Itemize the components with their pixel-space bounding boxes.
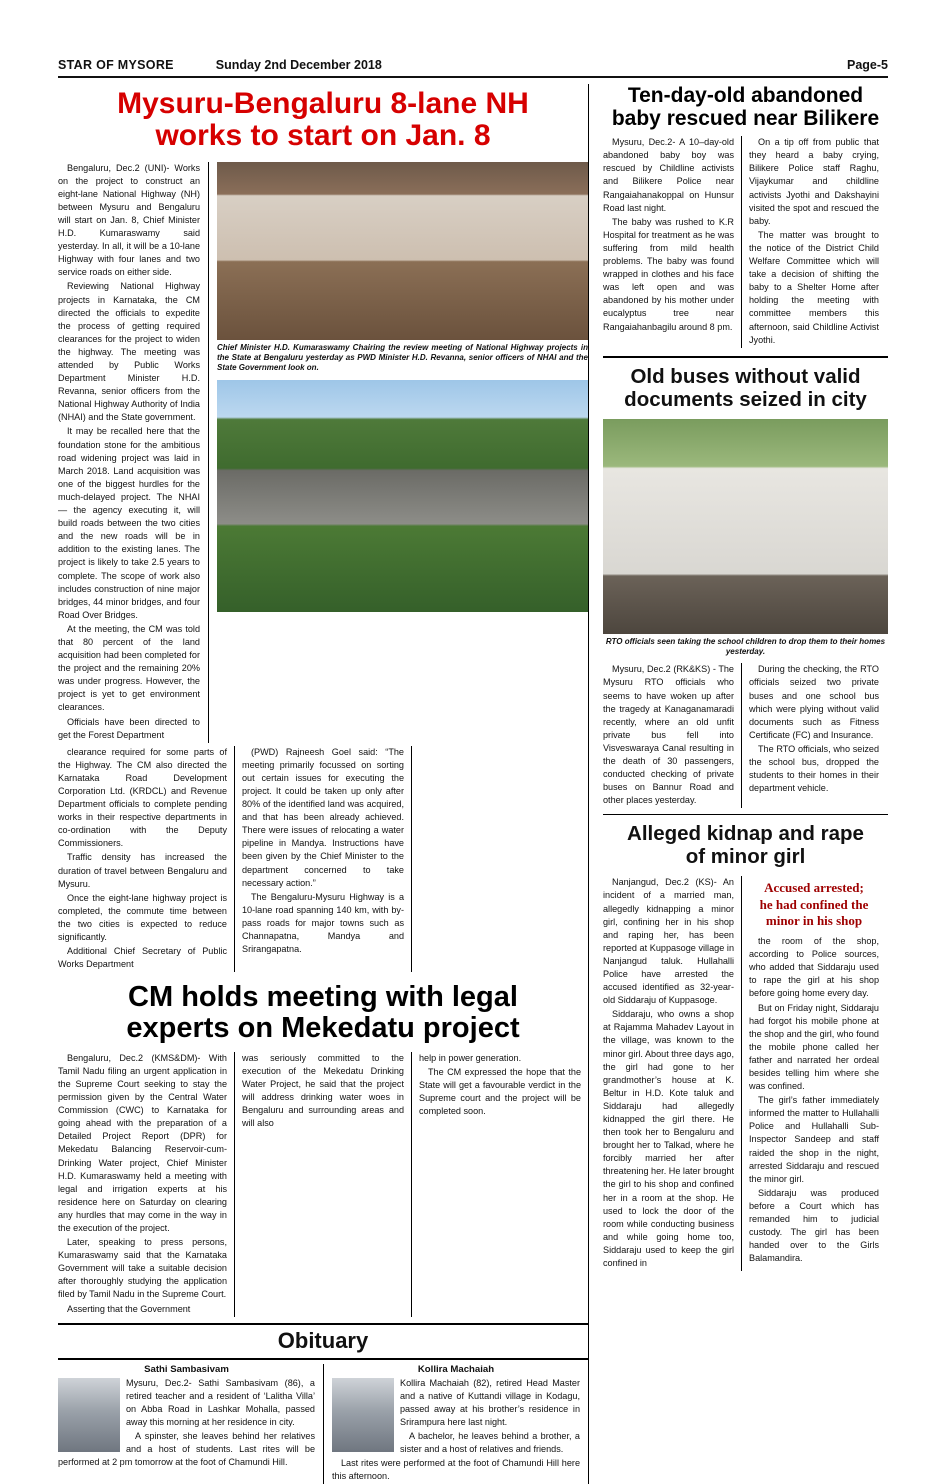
photo-highway <box>217 380 588 612</box>
obituary-entry <box>58 1364 323 1484</box>
paragraph: It may be recalled here that the foundation stone for the ambitious road widening project was laid in March 2018. Land acquisition was one of the biggest hurdles for the much-delayed project. The NHAI — the agency executing it, will build roads between the two cities and the new roads will be in addition to the existing lanes. The project is likely to take 2.5 years to complete. The scope of work also includes construction of nine major bridges, 44 minor bridges, and four Road Over Bridges. <box>58 426 200 620</box>
headline-baby-line2: baby rescued near Bilikere <box>611 107 880 131</box>
deck-line1: Accused arrested; <box>764 880 864 896</box>
story-nh-media <box>208 162 588 743</box>
headline-nh <box>58 88 588 152</box>
paragraph: Bengaluru, Dec.2 (KMS&DM)- With Tamil Nadu filing an urgent application in the Supreme Court seeking to stay the permission given by the Central Water Commission (CWC) to Karnataka for going ahead with the preparation of a Detailed Project Report (DPR) for Mekedatu Balancing Reservoir-cum-Drinking Water project, Chief Minister H.D. Kumaraswamy held a meeting with legal and irrigation experts at his residence here on Saturday on clearing any hurdles that may come in the way in the execution of the project. <box>58 1052 227 1233</box>
left-zone <box>58 84 588 1484</box>
story-mekedatu-col3 <box>411 1052 588 1317</box>
story-kidnap-col2 <box>741 876 879 1271</box>
paragraph: The CM expressed the hope that the State will get a favourable verdict in the Supreme court and the project will be completed soon. <box>419 1066 581 1117</box>
story-buses-body <box>603 663 888 808</box>
story-nh-col1 <box>58 162 208 743</box>
story-kidnap-deck <box>749 876 879 935</box>
headline-kidnap <box>603 823 888 869</box>
obituary-section <box>58 1323 588 1484</box>
paragraph: Officials have been directed to get the Forest Department <box>58 716 200 740</box>
paragraph: Later, speaking to press persons, Kumaraswamy said that the Karnataka Government will take a suitable decision after thoroughly studying the application filed by Tamil Nadu in the Supreme Court. <box>58 1237 227 1300</box>
headline-mekedatu-line1: CM holds meeting with legal <box>128 981 518 1014</box>
paragraph: clearance required for some parts of the Highway. The CM also directed the Karnataka Road Development Corporation Ltd. (KRDCL) and Revenue Department officials to complete pending works in their respective departments in co-ordination with the Deputy Commissioners. <box>58 746 227 849</box>
paragraph: The girl’s father immediately informed the matter to Hullahalli Police and Hullahalli Sub-Inspector Sandeep and staff raided the shop in the night, arrested Siddaraju and rescued the minor girl. <box>749 1095 879 1184</box>
story-baby-col2 <box>741 136 879 348</box>
obituary-text <box>58 1377 315 1470</box>
headline-nh-line2: works to start on Jan. 8 <box>155 118 491 152</box>
story-mekedatu-col2 <box>234 1052 411 1317</box>
page-number: Page-5 <box>847 58 888 72</box>
paragraph: help in power generation. <box>419 1052 522 1063</box>
headline-baby <box>603 84 888 130</box>
story-mekedatu-body <box>58 1052 588 1317</box>
paragraph: On a tip off from public that they heard a baby crying, Bilikere Police staff Raghu, Vijaykumar and childline activists Jyothi and Dakshayini visited the spot and rescued the baby. <box>749 137 879 226</box>
page-body <box>58 84 888 1484</box>
story-mekedatu-col1 <box>58 1052 234 1317</box>
story-baby-col1 <box>603 136 741 348</box>
obituary-columns <box>58 1364 588 1484</box>
issue-date: Sunday 2nd December 2018 <box>215 58 382 72</box>
story-nh-bottom-col3 <box>411 746 588 973</box>
photo-rto-bus <box>603 419 888 634</box>
story-nh-bottom-col2 <box>234 746 411 973</box>
story-baby-body <box>603 136 888 348</box>
obituary-title: Obituary <box>277 1327 369 1353</box>
story-kidnap-col1 <box>603 876 741 1271</box>
paragraph: During the checking, the RTO officials seized two private buses and one school bus which were plying without valid documents such as Fitness Certificate (FC) and Insurance. <box>749 664 879 740</box>
paragraph: Asserting that the Government <box>67 1303 191 1314</box>
paragraph: Additional Chief Secretary of Public Works Department <box>58 946 227 970</box>
story-buses-col2 <box>741 663 879 808</box>
paragraph: The RTO officials, who seized the school bus, dropped the students to their homes in their department vehicle. <box>749 743 879 794</box>
obituary-name: Sathi Sambasivam <box>144 1363 229 1375</box>
paragraph: Last rites were performed at the foot of Chamundi Hill here this afternoon. <box>332 1458 580 1482</box>
obituary-entry <box>323 1364 588 1484</box>
obituary-photo <box>332 1378 394 1452</box>
story-buses-col1 <box>603 663 741 808</box>
obituary-text <box>332 1377 580 1484</box>
headline-buses-line1: Old buses without valid <box>630 364 861 388</box>
paragraph: But on Friday night, Siddaraju had forgot his mobile phone at the shop and the girl, who found the mobile phone called her father and narrated her ordeal besides telling him where she was confined. <box>749 1002 879 1092</box>
caption-cm-meeting: Chief Minister H.D. Kumaraswamy Chairing the review meeting of National Highway projects in the State at Bengaluru yesterday as PWD Minister H.D. Revanna, senior officers of NHAI and the State Government look on. <box>217 342 588 373</box>
paragraph: The baby was rushed to K.R Hospital for treatment as he was suffering from mild health problems. The baby was found wrapped in clothes and his face was left open and was abandoned by his mother under eucalyptus tree near Rangaiahanbagilu around 8 pm. <box>603 216 734 332</box>
deck-line2: he had confined the <box>759 896 869 912</box>
right-zone <box>588 84 888 1484</box>
paragraph: Kollira Machaiah (82), retired Head Master and a native of Kuttandi village in Kodagu, passed away at his brother’s residence in Srirampura here last night. <box>400 1377 580 1427</box>
obituary-rule-bottom <box>58 1358 588 1360</box>
headline-buses <box>603 366 888 412</box>
paragraph: Nanjangud, Dec.2 (KS)- An incident of a married man, allegedly kidnapping a minor girl, confining her in his shop and raping her, has been reported at Kuppasoge village in Nanjangud taluk. Hullahalli Police have arrested the accused identified as 32-year-old Siddaraju of Kuppasoge. <box>603 877 734 1006</box>
obituary-name: Kollira Machaiah <box>417 1363 495 1375</box>
divider <box>603 356 888 358</box>
paragraph: A bachelor, he leaves behind a brother, a sister and a host of relatives and friends. <box>400 1431 580 1455</box>
headline-kidnap-line2: of minor girl <box>685 845 806 869</box>
headline-baby-line1: Ten-day-old abandoned <box>627 84 864 107</box>
newspaper-page <box>58 58 888 1482</box>
paragraph: the room of the shop, according to Police sources, who added that Siddaraju used to rape the girl at his shop before going home every day. <box>749 936 879 999</box>
photo-cm-meeting <box>217 162 588 340</box>
deck-line3: minor in his shop <box>765 912 863 928</box>
paragraph: Siddaraju, who owns a shop at Rajamma Mahadev Layout in the village, was known to the minor girl. About three days ago, the girl had gone to her grandmother’s house at K. Beltur in H.D. Kote taluk and Siddaraju had allegedly kidnapped the girl there. He then took her to Bengaluru and brought her to Talkad, where he forcibly married her after threatening her. He later brought the girl to his shop and confined her in a room at the shop. He used to lock the door of the room while conducting business and while going home too, Siddaraju used to keep the girl confined in <box>603 1009 734 1269</box>
paragraph: A spinster, she leaves behind her relatives and a host of students. Last rites will be performed at 2 pm tomorrow at the foot of Chamundi Hill. <box>58 1431 315 1468</box>
story-nh-bottom <box>58 746 588 973</box>
paragraph: Siddaraju was produced before a Court which has remanded him to judicial custody. The girl has been handed over to the Girls Balamandira. <box>749 1187 879 1264</box>
paragraph: Bengaluru, Dec.2 (UNI)- Works on the project to construct an eight-lane National Highway (NH) between Mysuru and Bengaluru will start on Jan. 8, Chief Minister H.D. Kumaraswamy said yesterday. In all, it will be a 10-lane Highway with four lanes and two service roads on either side. <box>58 162 200 278</box>
headline-nh-line1: Mysuru-Bengaluru 8-lane NH <box>117 87 529 120</box>
headline-mekedatu <box>58 982 588 1043</box>
paragraph: Once the eight-lane highway project is completed, the commute time between the two cities is expected to reduce significantly. <box>58 892 227 943</box>
obituary-photo <box>58 1378 120 1452</box>
caption-rto-bus: RTO officials seen taking the school children to drop them to their homes yesterday. <box>605 636 886 656</box>
paragraph: Mysuru, Dec.2 (RK&KS) - The Mysuru RTO officials who seems to have woken up after the tragedy at Kanaganamaradi recently, where an old unfit private bus fell into Visveswaraya Canal resulting in the death of 30 passengers, conducted checking of private buses on Bannur Road and other places yesterday. <box>603 664 734 806</box>
headline-kidnap-line1: Alleged kidnap and rape <box>627 822 864 846</box>
paragraph: The matter was brought to the notice of the District Child Welfare Committee which will take a decision of shifting the baby to a Shelter Home after holding the meeting with committee members this afternoon, said Childline Activist Jyothi. <box>749 229 879 345</box>
paragraph: Traffic density has increased the duration of travel between Bengaluru and Mysuru. <box>58 852 227 889</box>
paragraph: The Bengaluru-Mysuru Highway is a 10-lane road spanning 140 km, with by-pass roads for major towns such as Channapatna, Mandya and Srirangapatna. <box>242 891 404 955</box>
headline-mekedatu-line2: experts on Mekedatu project <box>126 1012 520 1045</box>
masthead <box>58 58 888 78</box>
headline-buses-line2: documents seized in city <box>624 387 867 411</box>
paragraph: Mysuru, Dec.2- Sathi Sambasivam (86), a retired teacher and a resident of ‘Lalitha Villa’ on Abba Road in Lashkar Mohalla, passed away this morning at her residence in city. <box>126 1377 315 1427</box>
story-nh-top <box>58 162 588 743</box>
paragraph: was seriously committed to the execution of the Mekedatu Drinking Water Project, he said that the project will address drinking water woes in Bengaluru and surrounding areas and will also <box>242 1052 404 1129</box>
paragraph: At the meeting, the CM was told that 80 percent of the land acquisition had been completed for the project and the remaining 20% was under progress. However, the project is yet to get environment clearances. <box>58 623 200 713</box>
story-kidnap-body <box>603 876 888 1271</box>
paragraph: Mysuru, Dec.2- A 10–day-old abandoned baby boy was rescued by Childline activists and Bilikere Police near Rangaiahanakoppal on Hunsur Road last night. <box>603 137 734 213</box>
paragraph: Reviewing National Highway projects in Karnataka, the CM directed the officials to expedite the process of getting required clearances for the project to widen the highway. The meeting was attended by Public Works Department Minister H.D. Revanna, senior officers from the National Highway Authority of India (NHAI) and the State government. <box>58 281 200 423</box>
paper-name: STAR OF MYSORE <box>58 58 174 72</box>
divider <box>603 814 888 815</box>
paragraph: (PWD) Rajneesh Goel said: “The meeting primarily focussed on sorting out certain issues for executing the project. It could be taken up only after 80% of the identified land was acquired, and that has been already achieved. There were issues of relocating a water pipeline in Mandya. Instructions have been given by the Chief Minister to the department concerned to take necessary action.” <box>242 746 404 888</box>
story-nh-bottom-col1 <box>58 746 234 973</box>
